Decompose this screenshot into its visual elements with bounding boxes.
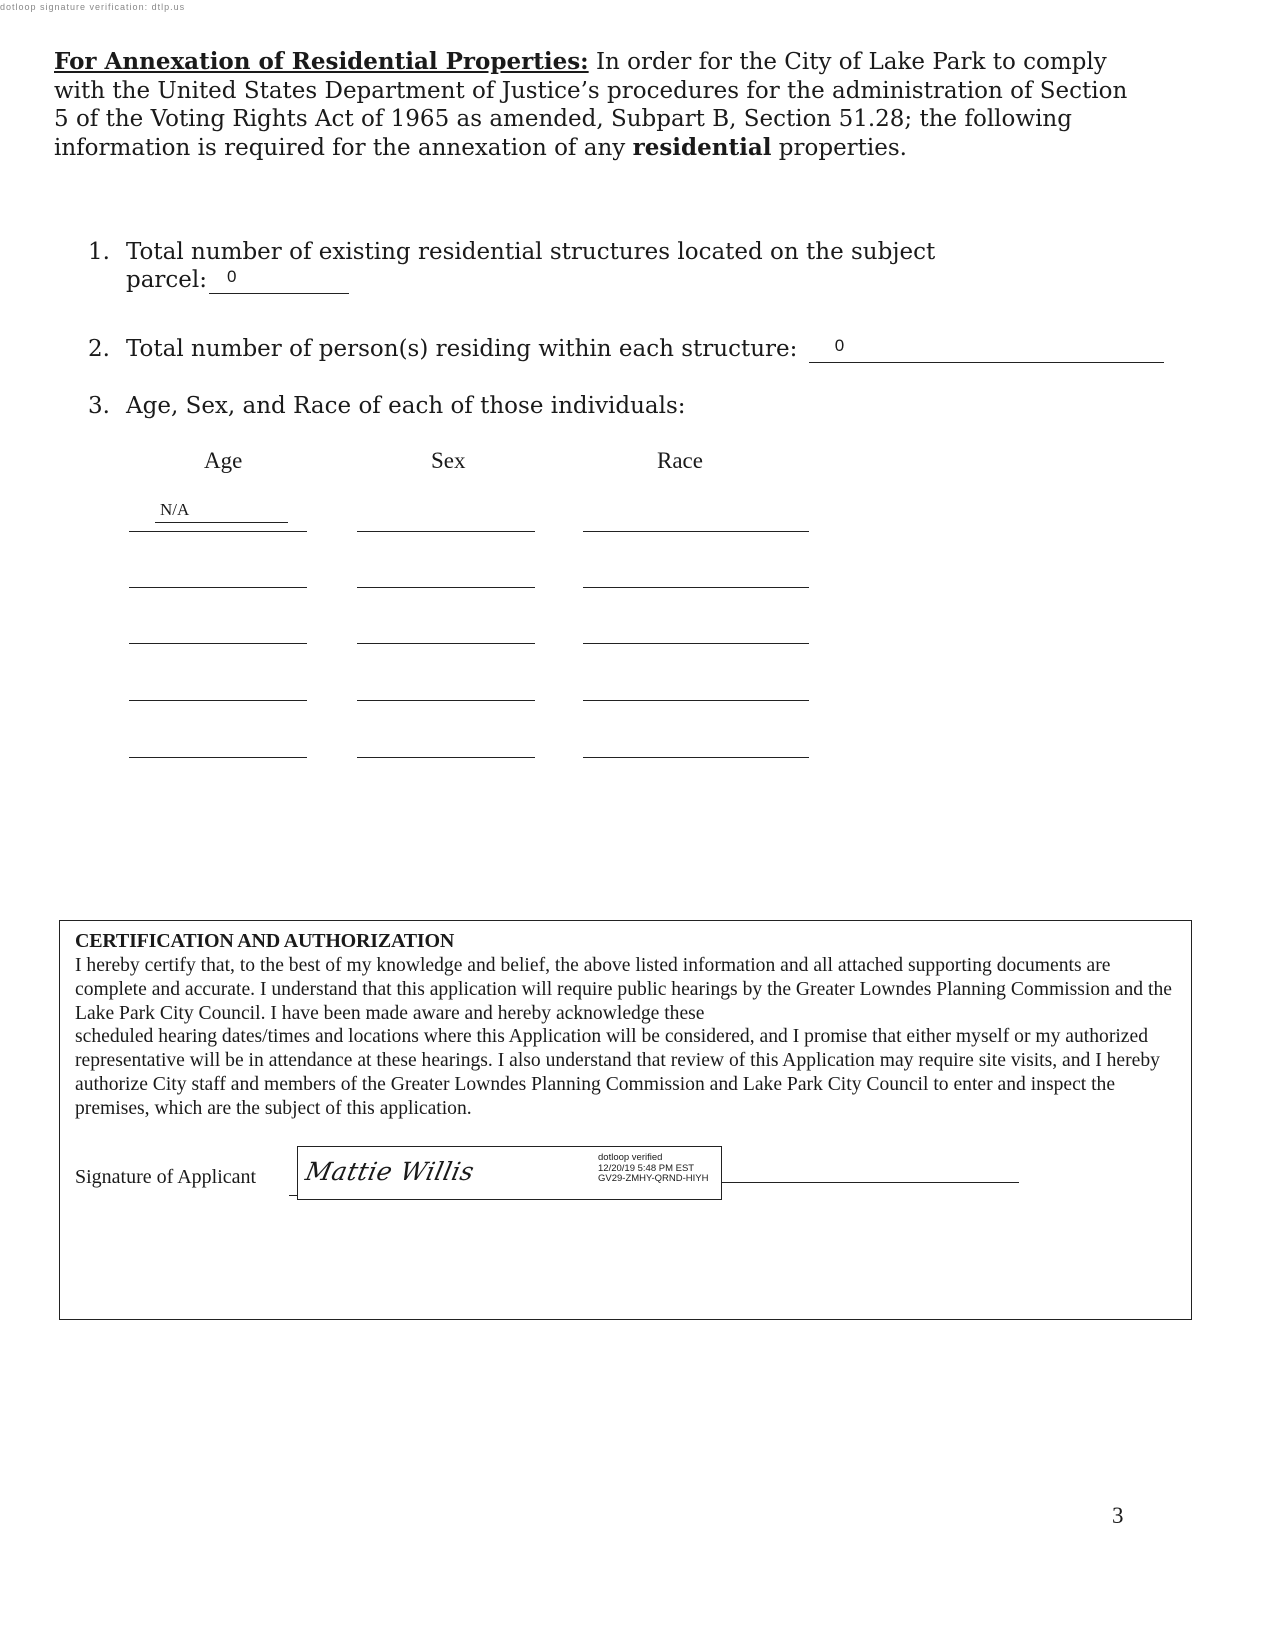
age-line[interactable] [129,757,307,758]
question-number: 2. [88,336,110,362]
question-3-label: Age, Sex, and Race of each of those individuals: [126,393,686,419]
intro-text-part1: In order for the City of Lake Park to comply with the United States Department of Justice’s procedures for the administration of Section 5 of the Voting Rights Act of 1965 as amended, Subpart B, Section 51.28; the following information is required for the annexation of any [54,49,1128,161]
question-1-parcel-label: parcel: [126,267,208,293]
question-2 [88,335,1188,367]
question-number: 1. [88,239,110,265]
column-header-age: Age [204,448,243,473]
na-underline [155,522,288,523]
sex-line[interactable] [357,700,535,701]
signature-field[interactable] [297,1146,722,1200]
race-line[interactable] [583,587,809,588]
sex-line[interactable] [357,757,535,758]
certification-paragraph-1: I hereby certify that, to the best of my knowledge and belief, the above listed information and all attached supporting documents are complete and accurate. I understand that this application will require public hearings by the Greater Lowndes Planning Commission and the Lake Park City Council. I have been made aware and hereby acknowledge these [75,955,1172,1024]
age-line[interactable] [129,643,307,644]
age-entry-na: N/A [160,500,190,519]
intro-text-part2: properties. [771,134,907,161]
age-line[interactable] [129,587,307,588]
question-1 [88,238,1088,298]
sex-line[interactable] [357,587,535,588]
verify-code: GV29-ZMHY-QRND-HIYH [598,1173,709,1184]
dotloop-verification-stamp [598,1153,709,1185]
applicant-signature: Mattie Willis [302,1157,477,1186]
certification-body [75,954,1175,1121]
annexation-intro-paragraph [54,48,1134,162]
parcel-structures-field[interactable] [209,267,349,294]
race-line[interactable] [583,531,809,532]
certification-box [59,920,1192,1320]
intro-bold-word: residential [632,133,772,161]
column-header-race: Race [657,448,703,473]
signature-underline [722,1182,1019,1183]
verify-line: dotloop verified [598,1152,663,1163]
certification-title: CERTIFICATION AND AUTHORIZATION [75,930,455,952]
race-line[interactable] [583,643,809,644]
signature-label: Signature of Applicant [75,1166,257,1188]
sex-line[interactable] [357,643,535,644]
age-line[interactable] [129,700,307,701]
certification-paragraph-2: scheduled hearing dates/times and locations where this Application will be considered, and I promise that either myself or my authorized representative will be in attendance at these hearings. I also understand that review of this Application may require site visits, and I hereby authorize City staff and members of the Greater Lowndes Planning Commission and Lake Park City Council to enter and inspect the premises, which are the subject of this application. [75,1026,1160,1119]
question-number: 3. [88,393,110,419]
question-1-line1: Total number of existing residential structures located on the subject [126,239,936,265]
sex-line[interactable] [357,531,535,532]
verify-timestamp: 12/20/19 5:48 PM EST [598,1162,695,1174]
question-3 [88,392,988,424]
persons-per-structure-field[interactable] [809,336,1164,363]
race-line[interactable] [583,700,809,701]
question-2-label: Total number of person(s) residing within each structure: [126,336,798,362]
intro-heading: For Annexation of Residential Properties: [54,48,589,75]
page-number: 3 [1112,1503,1124,1528]
column-header-sex: Sex [431,448,466,473]
dotloop-header-text: dotloop signature verification: dtlp.us [0,2,186,12]
age-line[interactable] [129,531,307,532]
persons-per-structure-value: 0 [834,336,845,355]
race-line[interactable] [583,757,809,758]
parcel-structures-value: 0 [227,267,237,286]
